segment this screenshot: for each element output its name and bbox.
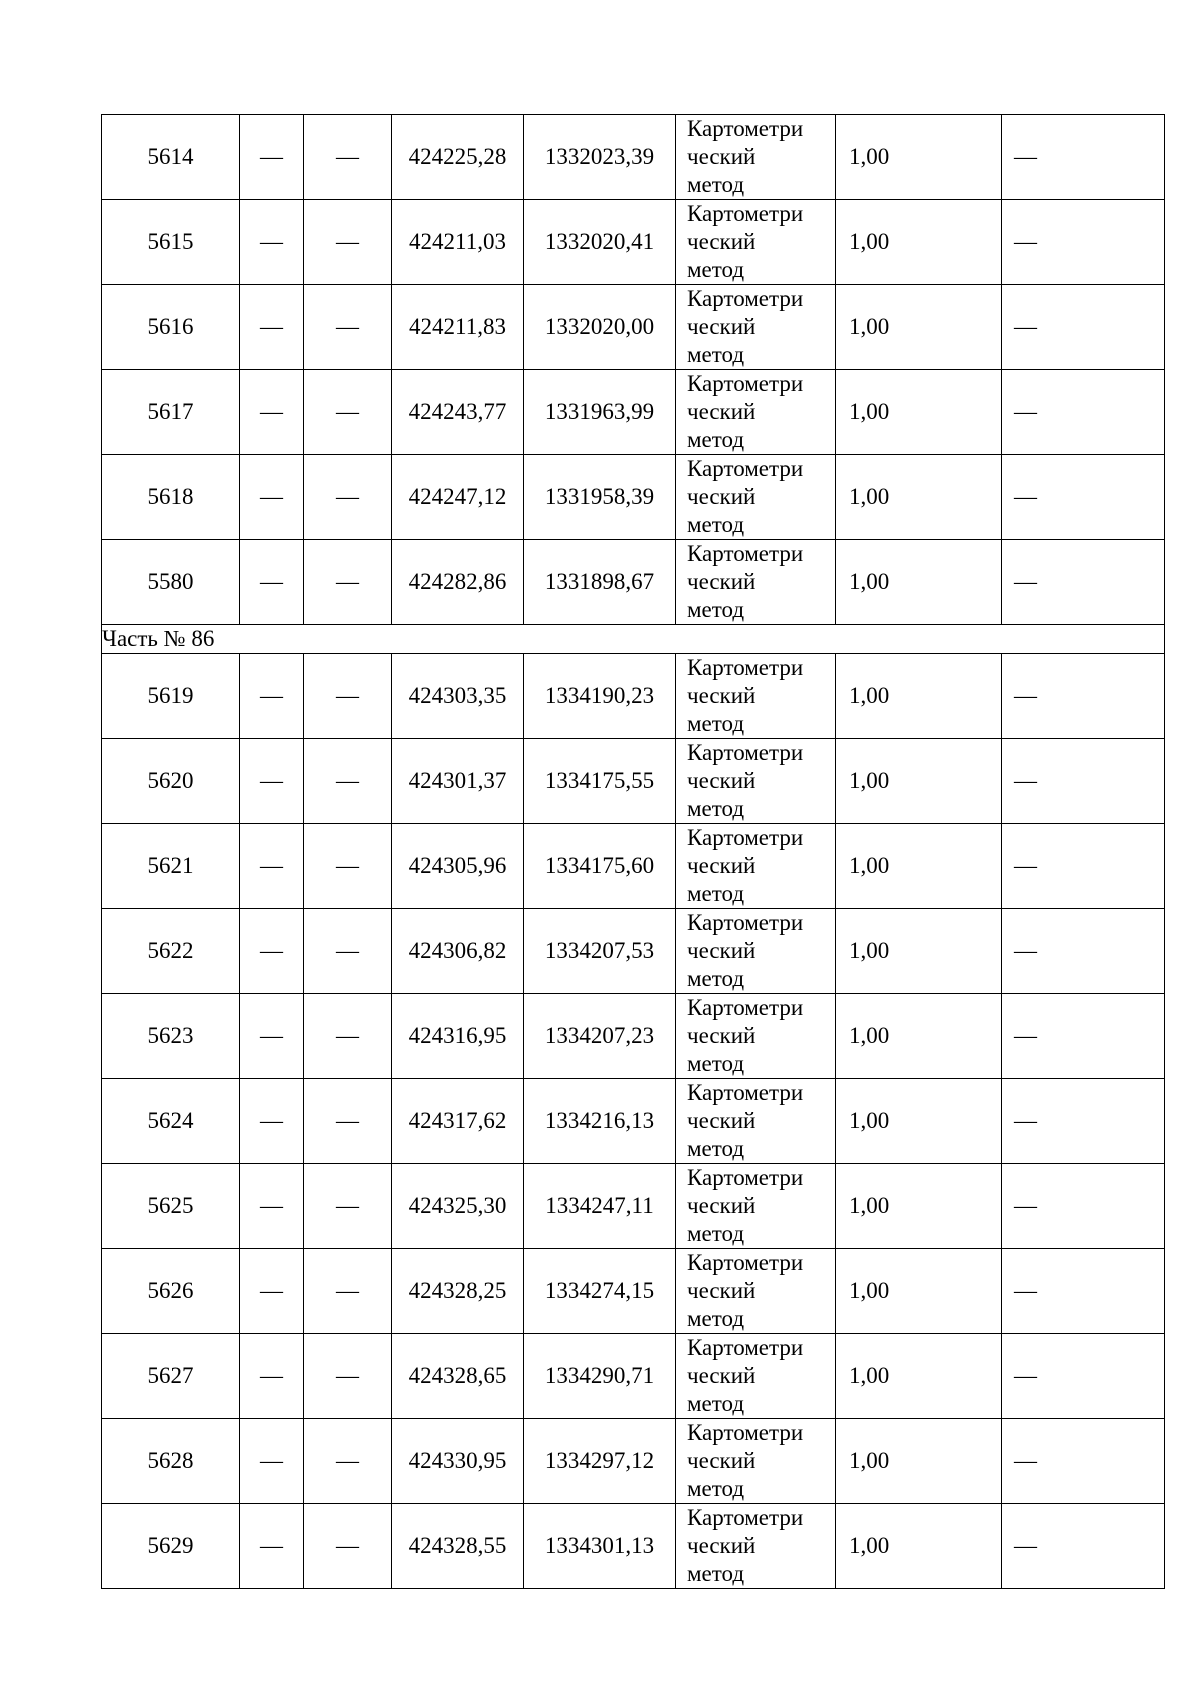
empty-dash-cell: — <box>1002 1504 1165 1589</box>
method-text-line: Картометри <box>687 456 804 481</box>
empty-dash-cell: — <box>304 1079 392 1164</box>
method-cell <box>676 909 836 994</box>
method-cell <box>676 455 836 540</box>
empty-dash-cell: — <box>1002 994 1165 1079</box>
y-coordinate-cell: 1334175,55 <box>524 739 676 824</box>
method-cell <box>676 1164 836 1249</box>
method-text-line: ческий <box>687 314 756 339</box>
empty-dash-cell: — <box>240 654 304 739</box>
method-text-line: метод <box>687 1051 745 1076</box>
empty-dash-cell: — <box>304 370 392 455</box>
method-text-line: ческий <box>687 229 756 254</box>
y-coordinate-cell: 1334290,71 <box>524 1334 676 1419</box>
method-text-line: Картометри <box>687 1505 804 1530</box>
accuracy-cell: 1,00 <box>836 1164 1002 1249</box>
method-text-line: метод <box>687 1476 745 1501</box>
method-text-line: ческий <box>687 1448 756 1473</box>
y-coordinate-cell: 1331963,99 <box>524 370 676 455</box>
empty-dash-cell: — <box>240 1079 304 1164</box>
method-text-line: метод <box>687 1306 745 1331</box>
empty-dash-cell: — <box>240 994 304 1079</box>
table-body <box>102 115 1165 1589</box>
table-row <box>102 540 1165 625</box>
empty-dash-cell: — <box>240 285 304 370</box>
method-text-line: Картометри <box>687 740 804 765</box>
method-text-line: ческий <box>687 1278 756 1303</box>
empty-dash-cell: — <box>1002 540 1165 625</box>
empty-dash-cell: — <box>1002 1164 1165 1249</box>
method-text-line: метод <box>687 172 745 197</box>
x-coordinate-cell: 424305,96 <box>392 824 524 909</box>
point-number-cell: 5617 <box>102 370 240 455</box>
empty-dash-cell: — <box>304 200 392 285</box>
point-number-cell: 5621 <box>102 824 240 909</box>
empty-dash-cell: — <box>240 909 304 994</box>
empty-dash-cell: — <box>304 1334 392 1419</box>
accuracy-cell: 1,00 <box>836 824 1002 909</box>
table-row <box>102 1334 1165 1419</box>
empty-dash-cell: — <box>304 455 392 540</box>
point-number-cell: 5614 <box>102 115 240 200</box>
table-row <box>102 824 1165 909</box>
x-coordinate-cell: 424328,55 <box>392 1504 524 1589</box>
point-number-cell: 5620 <box>102 739 240 824</box>
x-coordinate-cell: 424282,86 <box>392 540 524 625</box>
method-text-line: Картометри <box>687 1420 804 1445</box>
x-coordinate-cell: 424317,62 <box>392 1079 524 1164</box>
accuracy-cell: 1,00 <box>836 200 1002 285</box>
method-cell <box>676 540 836 625</box>
empty-dash-cell: — <box>1002 370 1165 455</box>
method-text-line: ческий <box>687 768 756 793</box>
empty-dash-cell: — <box>304 654 392 739</box>
method-cell <box>676 824 836 909</box>
method-text-line: ческий <box>687 853 756 878</box>
empty-dash-cell: — <box>304 115 392 200</box>
empty-dash-cell: — <box>1002 1079 1165 1164</box>
table-row <box>102 200 1165 285</box>
y-coordinate-cell: 1332020,00 <box>524 285 676 370</box>
x-coordinate-cell: 424330,95 <box>392 1419 524 1504</box>
point-number-cell: 5623 <box>102 994 240 1079</box>
x-coordinate-cell: 424328,65 <box>392 1334 524 1419</box>
x-coordinate-cell: 424243,77 <box>392 370 524 455</box>
point-number-cell: 5625 <box>102 1164 240 1249</box>
method-text-line: ческий <box>687 1193 756 1218</box>
empty-dash-cell: — <box>240 370 304 455</box>
method-cell <box>676 739 836 824</box>
method-text-line: ческий <box>687 1533 756 1558</box>
method-text-line: метод <box>687 427 745 452</box>
method-cell <box>676 200 836 285</box>
empty-dash-cell: — <box>240 1249 304 1334</box>
x-coordinate-cell: 424328,25 <box>392 1249 524 1334</box>
empty-dash-cell: — <box>304 909 392 994</box>
method-text-line: Картометри <box>687 1335 804 1360</box>
method-text-line: Картометри <box>687 995 804 1020</box>
point-number-cell: 5624 <box>102 1079 240 1164</box>
y-coordinate-cell: 1334207,53 <box>524 909 676 994</box>
empty-dash-cell: — <box>1002 654 1165 739</box>
empty-dash-cell: — <box>240 824 304 909</box>
y-coordinate-cell: 1331898,67 <box>524 540 676 625</box>
method-text-line: ческий <box>687 938 756 963</box>
empty-dash-cell: — <box>1002 115 1165 200</box>
accuracy-cell: 1,00 <box>836 455 1002 540</box>
empty-dash-cell: — <box>304 824 392 909</box>
empty-dash-cell: — <box>1002 824 1165 909</box>
accuracy-cell: 1,00 <box>836 739 1002 824</box>
method-cell <box>676 1419 836 1504</box>
method-text-line: метод <box>687 1391 745 1416</box>
empty-dash-cell: — <box>1002 739 1165 824</box>
point-number-cell: 5627 <box>102 1334 240 1419</box>
method-text-line: ческий <box>687 683 756 708</box>
method-text-line: метод <box>687 1561 745 1586</box>
method-cell <box>676 370 836 455</box>
empty-dash-cell: — <box>240 739 304 824</box>
empty-dash-cell: — <box>1002 200 1165 285</box>
table-row <box>102 1249 1165 1334</box>
point-number-cell: 5629 <box>102 1504 240 1589</box>
method-text-line: ческий <box>687 484 756 509</box>
empty-dash-cell: — <box>1002 1249 1165 1334</box>
accuracy-cell: 1,00 <box>836 540 1002 625</box>
x-coordinate-cell: 424211,83 <box>392 285 524 370</box>
empty-dash-cell: — <box>240 1334 304 1419</box>
method-text-line: ческий <box>687 144 756 169</box>
accuracy-cell: 1,00 <box>836 1419 1002 1504</box>
method-text-line: ческий <box>687 1363 756 1388</box>
empty-dash-cell: — <box>304 285 392 370</box>
table-row <box>102 455 1165 540</box>
accuracy-cell: 1,00 <box>836 285 1002 370</box>
y-coordinate-cell: 1334216,13 <box>524 1079 676 1164</box>
y-coordinate-cell: 1334301,13 <box>524 1504 676 1589</box>
method-cell <box>676 285 836 370</box>
y-coordinate-cell: 1334247,11 <box>524 1164 676 1249</box>
table-row <box>102 370 1165 455</box>
method-text-line: Картометри <box>687 1080 804 1105</box>
point-number-cell: 5616 <box>102 285 240 370</box>
accuracy-cell: 1,00 <box>836 1504 1002 1589</box>
x-coordinate-cell: 424306,82 <box>392 909 524 994</box>
method-cell <box>676 115 836 200</box>
method-text-line: метод <box>687 342 745 367</box>
x-coordinate-cell: 424211,03 <box>392 200 524 285</box>
empty-dash-cell: — <box>304 1504 392 1589</box>
method-cell <box>676 1249 836 1334</box>
x-coordinate-cell: 424325,30 <box>392 1164 524 1249</box>
table-row <box>102 1504 1165 1589</box>
x-coordinate-cell: 424225,28 <box>392 115 524 200</box>
empty-dash-cell: — <box>240 115 304 200</box>
empty-dash-cell: — <box>240 1164 304 1249</box>
method-text-line: Картометри <box>687 825 804 850</box>
accuracy-cell: 1,00 <box>836 370 1002 455</box>
empty-dash-cell: — <box>1002 455 1165 540</box>
method-text-line: ческий <box>687 399 756 424</box>
y-coordinate-cell: 1332020,41 <box>524 200 676 285</box>
method-text-line: Картометри <box>687 1165 804 1190</box>
method-cell <box>676 1504 836 1589</box>
empty-dash-cell: — <box>304 994 392 1079</box>
x-coordinate-cell: 424316,95 <box>392 994 524 1079</box>
y-coordinate-cell: 1331958,39 <box>524 455 676 540</box>
point-number-cell: 5580 <box>102 540 240 625</box>
empty-dash-cell: — <box>304 1249 392 1334</box>
accuracy-cell: 1,00 <box>836 994 1002 1079</box>
empty-dash-cell: — <box>240 455 304 540</box>
method-text-line: Картометри <box>687 910 804 935</box>
table-row <box>102 739 1165 824</box>
point-number-cell: 5626 <box>102 1249 240 1334</box>
method-text-line: метод <box>687 1221 745 1246</box>
accuracy-cell: 1,00 <box>836 1334 1002 1419</box>
x-coordinate-cell: 424247,12 <box>392 455 524 540</box>
method-text-line: Картометри <box>687 541 804 566</box>
table-row <box>102 115 1165 200</box>
y-coordinate-cell: 1334207,23 <box>524 994 676 1079</box>
accuracy-cell: 1,00 <box>836 1079 1002 1164</box>
accuracy-cell: 1,00 <box>836 115 1002 200</box>
empty-dash-cell: — <box>1002 1419 1165 1504</box>
empty-dash-cell: — <box>304 540 392 625</box>
table-row <box>102 654 1165 739</box>
method-text-line: метод <box>687 257 745 282</box>
table-row <box>102 1079 1165 1164</box>
point-number-cell: 5628 <box>102 1419 240 1504</box>
method-text-line: метод <box>687 881 745 906</box>
method-text-line: метод <box>687 711 745 736</box>
accuracy-cell: 1,00 <box>836 909 1002 994</box>
x-coordinate-cell: 424301,37 <box>392 739 524 824</box>
y-coordinate-cell: 1334175,60 <box>524 824 676 909</box>
point-number-cell: 5618 <box>102 455 240 540</box>
section-header-row <box>102 625 1165 654</box>
y-coordinate-cell: 1334297,12 <box>524 1419 676 1504</box>
y-coordinate-cell: 1334190,23 <box>524 654 676 739</box>
empty-dash-cell: — <box>304 1164 392 1249</box>
method-text-line: метод <box>687 1136 745 1161</box>
point-number-cell: 5615 <box>102 200 240 285</box>
table-row <box>102 285 1165 370</box>
empty-dash-cell: — <box>240 200 304 285</box>
empty-dash-cell: — <box>1002 285 1165 370</box>
method-text-line: Картометри <box>687 371 804 396</box>
method-text-line: метод <box>687 512 745 537</box>
empty-dash-cell: — <box>240 1504 304 1589</box>
accuracy-cell: 1,00 <box>836 654 1002 739</box>
method-cell <box>676 994 836 1079</box>
section-title: Часть № 86 <box>102 625 1165 654</box>
method-text-line: ческий <box>687 1023 756 1048</box>
accuracy-cell: 1,00 <box>836 1249 1002 1334</box>
method-text-line: метод <box>687 796 745 821</box>
empty-dash-cell: — <box>304 1419 392 1504</box>
empty-dash-cell: — <box>304 739 392 824</box>
y-coordinate-cell: 1334274,15 <box>524 1249 676 1334</box>
method-text-line: метод <box>687 597 745 622</box>
method-cell <box>676 654 836 739</box>
x-coordinate-cell: 424303,35 <box>392 654 524 739</box>
table-row <box>102 1419 1165 1504</box>
method-text-line: Картометри <box>687 1250 804 1275</box>
empty-dash-cell: — <box>1002 909 1165 994</box>
method-text-line: Картометри <box>687 201 804 226</box>
table-row <box>102 909 1165 994</box>
method-text-line: Картометри <box>687 116 804 141</box>
empty-dash-cell: — <box>240 540 304 625</box>
empty-dash-cell: — <box>240 1419 304 1504</box>
method-text-line: ческий <box>687 569 756 594</box>
coordinates-table <box>101 114 1165 1589</box>
table-row <box>102 994 1165 1079</box>
table-row <box>102 1164 1165 1249</box>
y-coordinate-cell: 1332023,39 <box>524 115 676 200</box>
method-text-line: Картометри <box>687 286 804 311</box>
method-cell <box>676 1079 836 1164</box>
method-cell <box>676 1334 836 1419</box>
point-number-cell: 5622 <box>102 909 240 994</box>
method-text-line: ческий <box>687 1108 756 1133</box>
point-number-cell: 5619 <box>102 654 240 739</box>
empty-dash-cell: — <box>1002 1334 1165 1419</box>
method-text-line: Картометри <box>687 655 804 680</box>
method-text-line: метод <box>687 966 745 991</box>
